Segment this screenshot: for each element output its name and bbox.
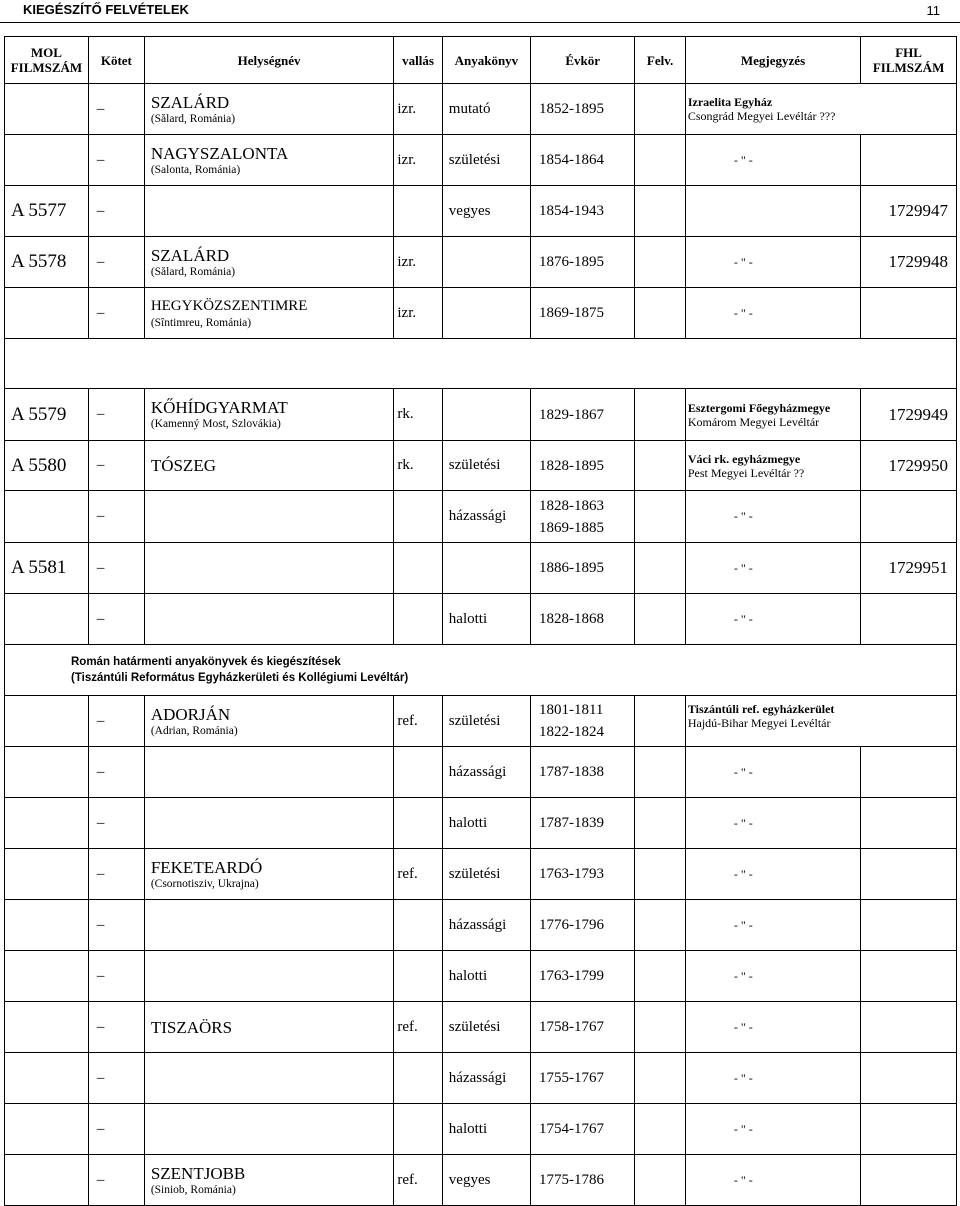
place-name: FEKETEARDÓ (150, 857, 263, 877)
table-row: – HEGYKÖZSZENTIMRE (Sîntimreu, Románia) izr. 1869-1875 - " - (5, 288, 957, 339)
section-title: Román határmenti anyakönyvek és kiegészítések (71, 656, 341, 668)
place-name: SZALÁRD (150, 92, 230, 112)
col-header-vallas: vallás (394, 37, 442, 84)
table-row: – halotti 1763-1799 - " - (5, 951, 957, 1002)
table-row: – NAGYSZALONTA (Salonta, Románia) izr. születési 1854-1864 - " - (5, 135, 957, 186)
table-row: A 5580 – TÓSZEG rk. születési 1828-1895 Váci rk. egyházmegye Pest Megyei Levéltár ?? 1729950 (5, 441, 957, 491)
mol-filmszam: A 5579 (5, 389, 89, 441)
place-name: TISZAÖRS (150, 1017, 233, 1037)
col-header-mol: MOL FILMSZÁM (5, 37, 89, 84)
place-subtitle: (Salonta, Románia) (150, 163, 241, 176)
mol-filmszam: A 5577 (5, 186, 89, 237)
table-row: A 5579 – KŐHÍDGYARMAT (Kamenný Most, Szlovákia) rk. 1829-1867 Esztergomi Főegyházmegye Komárom Megyei Levéltár 1729949 (5, 389, 957, 441)
table-row: – halotti 1754-1767 - " - (5, 1104, 957, 1155)
page-title: KIEGÉSZÍTŐ FELVÉTELEK (23, 2, 189, 17)
place-name: TÓSZEG (150, 456, 216, 475)
place-name: SZENTJOBB (150, 1163, 246, 1183)
place-subtitle: (Sîntimreu, Románia) (150, 316, 252, 329)
note: Tiszántúli ref. egyházkerület Hajdú-Bihar Megyei Levéltár (685, 696, 956, 747)
table-row: – SZALÁRD (Sălard, Románia) izr. mutató 1852-1895 Izraelita Egyház Csongrád Megyei Levéltár ??? (5, 84, 957, 135)
col-header-anyakonyv: Anyakönyv (442, 37, 530, 84)
place-subtitle: (Kamenný Most, Szlovákia) (150, 418, 281, 430)
place-subtitle: (Sălard, Románia) (150, 112, 236, 125)
note: Váci rk. egyházmegye Pest Megyei Levéltár ?? (685, 441, 860, 491)
place-name: HEGYKÖZSZENTIMRE (150, 297, 308, 314)
page-number: 11 (926, 3, 940, 18)
place-name: NAGYSZALONTA (150, 143, 289, 163)
table-row: – ADORJÁN (Adrian, Románia) ref. születési 1801-1811 1822-1824 Tiszántúli ref. egyházkerület Hajdú-Bihar Megyei Levéltár (5, 696, 957, 747)
table-row: A 5581 – 1886-1895 - " - 1729951 (5, 543, 957, 594)
place-name: ADORJÁN (150, 704, 231, 724)
col-header-megjegyzes: Megjegyzés (685, 37, 860, 84)
table-row: – halotti 1787-1839 - " - (5, 798, 957, 849)
fhl-filmszam: 1729949 (861, 389, 957, 441)
fhl-filmszam: 1729947 (861, 186, 957, 237)
page-header (0, 0, 960, 23)
mol-filmszam: A 5578 (5, 237, 89, 288)
place-subtitle: (Siniob, Románia) (150, 1183, 236, 1196)
spacer-row (5, 339, 957, 389)
mol-filmszam: A 5581 (5, 543, 89, 594)
table-row: – házassági 1776-1796 - " - (5, 900, 957, 951)
table-row: – házassági 1755-1767 - " - (5, 1053, 957, 1104)
col-header-felv: Felv. (635, 37, 686, 84)
place-name: SZALÁRD (150, 245, 230, 265)
place-subtitle: (Adrian, Románia) (150, 724, 238, 737)
fhl-filmszam: 1729948 (861, 237, 957, 288)
note: Izraelita Egyház Csongrád Megyei Levéltár ??? (685, 84, 956, 135)
table-row: – SZENTJOBB (Siniob, Románia) ref. vegyes 1775-1786 - " - (5, 1155, 957, 1206)
table-row: – házassági 1828-1863 1869-1885 - " - (5, 491, 957, 543)
fhl-filmszam: 1729951 (861, 543, 957, 594)
fhl-filmszam: 1729950 (861, 441, 957, 491)
records-table (4, 36, 957, 1206)
place-subtitle: (Sălard, Románia) (150, 265, 236, 278)
table-row: – házassági 1787-1838 - " - (5, 747, 957, 798)
table-row: – halotti 1828-1868 - " - (5, 594, 957, 645)
table-row: – TISZAÖRS ref. születési 1758-1767 - " - (5, 1002, 957, 1053)
table-row: A 5577 – vegyes 1854-1943 1729947 (5, 186, 957, 237)
note: Esztergomi Főegyházmegye Komárom Megyei Levéltár (685, 389, 860, 441)
table-row: – FEKETEARDÓ (Csornotisziv, Ukrajna) ref. születési 1763-1793 - " - (5, 849, 957, 900)
section-header-row (5, 645, 957, 696)
place-name: KŐHÍDGYARMAT (150, 398, 288, 417)
section-subtitle: (Tiszántúli Református Egyházkerületi és Kollégiumi Levéltár) (71, 672, 409, 684)
table-row: A 5578 – SZALÁRD (Sălard, Románia) izr. 1876-1895 - " - 1729948 (5, 237, 957, 288)
place-subtitle: (Csornotisziv, Ukrajna) (150, 877, 259, 890)
col-header-evkor: Évkör (530, 37, 634, 84)
mol-filmszam: A 5580 (5, 441, 89, 491)
col-header-helysegnev: Helységnév (144, 37, 394, 84)
col-header-fhl: FHL FILMSZÁM (861, 37, 957, 84)
header-row (5, 37, 957, 84)
col-header-kotet: Kötet (88, 37, 144, 84)
